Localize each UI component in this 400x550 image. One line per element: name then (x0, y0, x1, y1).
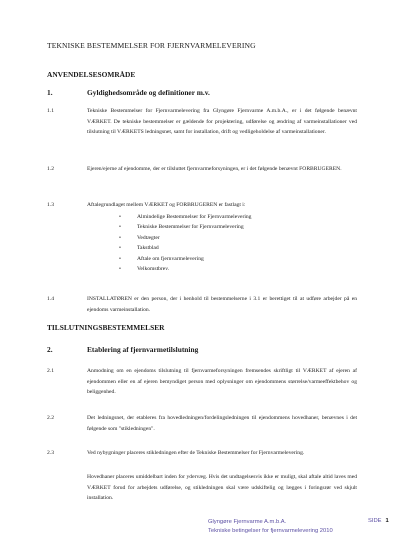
list-item: • Velkomstbrev. (87, 264, 251, 274)
page-number: 1 (385, 518, 389, 524)
paragraph-1-2 (47, 164, 357, 175)
document-title: TEKNISKE BESTEMMELSER FOR FJERNVARMELEVERING (47, 41, 256, 50)
paragraph-text: INSTALLATØREN er den person, der i henhold til bestemmelserne i 3.1 er berettiget til at udføre arbejder på en ejendoms varmeinstallation. (87, 296, 357, 313)
paragraph-text: Aftalegrundlaget mellem VÆRKET og FORBRUGEREN er fastlagt i: (87, 202, 246, 208)
list-item: • Almindelige Bestemmelser for Fjernvarmelevering (87, 212, 251, 222)
paragraph-2-1 (47, 366, 357, 398)
paragraph-text: Hovedhaner placeres umiddelbart inden for ydervæg. Hvis det undtagelsesvis ikke er muligt, skal aftale altid laves med VÆRKET forud for arbejdets udførelse, og stikledningen skal være udskiftelig og lægges i foringsrør ved skjult installation. (87, 474, 357, 502)
bullet-icon: • (119, 245, 121, 252)
list-item: • Takstblad (87, 243, 251, 253)
bullet-icon: • (119, 224, 121, 231)
bullet-icon: • (119, 214, 121, 220)
bullet-list (87, 212, 251, 274)
list-item: • Vedtægter (87, 233, 251, 243)
paragraph-text: Det ledningsnet, der etableres fra hovedledningen/fordelingsledningen til ejendommens hovedhaner, benævnes i det følgende som "stikledningen". (87, 415, 357, 432)
paragraph-number: 1.4 (47, 296, 54, 302)
list-item: • Aftale om fjernvarmelevering (87, 254, 251, 264)
paragraph-text: Ved nybygninger placeres stikledningen efter de Tekniske Bestemmelser for Fjernvarmelevering. (87, 450, 305, 456)
list-item: • Tekniske Bestemmelser for Fjernvarmelevering (87, 222, 251, 232)
paragraph-2-3-continued (47, 472, 357, 504)
footer-document-name: Tekniske betingelser for fjernvarmelevering 2010 (208, 528, 333, 534)
paragraph-number: 1.2 (47, 166, 54, 172)
paragraph-1-3 (47, 200, 357, 211)
paragraph-number: 2.2 (47, 415, 54, 421)
paragraph-text: Tekniske Bestemmelser for Fjernvarmelevering fra Glyngøre Fjernvarme A.m.b.A., er i det følgende benævnt VÆRKET. De tekniske bestemmelser er gældende for projektering, udførelse og ændring af varmeinstallationer ved tilslutning til VÆRKETS ledningsnet, samt for installation, drift og vedligeholdelse af varmeinstallationer. (87, 108, 357, 136)
paragraph-1-1 (47, 106, 357, 138)
page-footer (208, 518, 333, 536)
bullet-icon: • (119, 234, 121, 241)
paragraph-text: Anmodning om en ejendoms tilslutning til fjernvarmeforsyningen fremsendes skriftligt til VÆRKET af ejeren af ejendommen eller en af ejeren bemyndiget person med oplysninger om ejendommens størrelse/varmeeffektbehov og beliggenhed. (87, 368, 357, 396)
subsection-title: Gyldighedsområde og definitioner m.v. (87, 88, 210, 97)
page-label: SIDE (368, 518, 382, 524)
subsection-number: 2. (47, 345, 53, 354)
subsection-number: 1. (47, 88, 53, 97)
section-heading-anvendelsesomraade: ANVENDELSESOMRÅDE (47, 70, 136, 79)
paragraph-1-4 (47, 294, 357, 315)
page-number-block (368, 518, 389, 524)
paragraph-2-3 (47, 448, 357, 459)
section-heading-tilslutningsbestemmelser: TILSLUTNINGSBESTEMMELSER (47, 323, 165, 332)
bullet-icon: • (119, 265, 121, 272)
paragraph-number: 1.1 (47, 108, 54, 114)
paragraph-number: 2.1 (47, 368, 54, 374)
subsection-title: Etablering af fjernvarmetilslutning (87, 345, 199, 354)
bullet-icon: • (119, 255, 121, 262)
footer-company: Glyngøre Fjernvarme A.m.b.A. (208, 519, 287, 525)
paragraph-number: 1.3 (47, 202, 54, 208)
paragraph-number: 2.3 (47, 450, 54, 456)
paragraph-text: Ejeren/ejerne af ejendomme, der er tilsluttet fjernvarmeforsyningen, er i det følgende benævnt FORBRUGEREN. (87, 166, 342, 172)
paragraph-2-2 (47, 413, 357, 434)
